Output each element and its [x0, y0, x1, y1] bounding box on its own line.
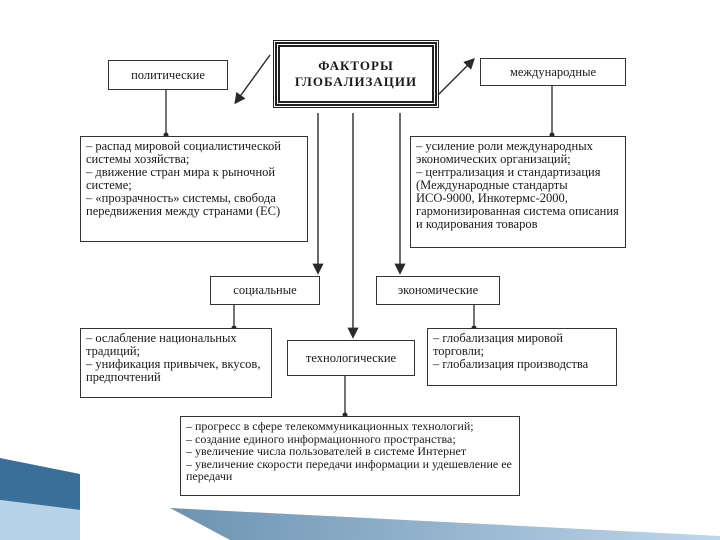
category-technological: технологические — [287, 340, 415, 376]
list-item: – централизация и стандартизация (Международные стандарты ИСО-9000, Инкотермс-2000, гармонизированная система описания и кодирования товаров — [416, 165, 619, 231]
category-political: политические — [108, 60, 228, 90]
title-line-1: ФАКТОРЫ — [318, 58, 394, 73]
details-international — [410, 136, 626, 248]
details-political — [80, 136, 308, 242]
list-item: – усиление роли международных экономических организаций; — [416, 139, 593, 166]
category-international: международные — [480, 58, 626, 86]
details-economic — [427, 328, 617, 386]
list-item: – движение стран мира к рыночной системе; — [86, 165, 276, 192]
diagram-title — [275, 42, 437, 106]
list-item: – создание единого информационного пространства; — [186, 431, 456, 446]
list-item: – ослабление национальных традиций; — [86, 331, 237, 358]
list-item: – глобализация производства — [433, 357, 589, 371]
list-item: – распад мировой социалистической системы хозяйства; — [86, 139, 281, 166]
details-social — [80, 328, 272, 398]
list-item: – «прозрачность» системы, свобода передвижения между странами (ЕС) — [86, 191, 281, 218]
category-economic: экономические — [376, 276, 500, 305]
title-line-2: ГЛОБАЛИЗАЦИИ — [294, 74, 418, 89]
list-item: – унификация привычек, вкусов, предпочтений — [86, 357, 261, 384]
list-item: – прогресс в сфере телекоммуникационных технологий; — [186, 419, 474, 433]
category-social: социальные — [210, 276, 320, 305]
arrow-to-political — [236, 55, 270, 102]
details-technological — [180, 416, 520, 496]
list-item: – увеличение скорости передачи информации и удешевление ее передачи — [186, 456, 512, 483]
list-item: – увеличение числа пользователей в системе Интернет — [186, 444, 467, 458]
arrow-to-international — [438, 60, 473, 95]
list-item: – глобализация мировой торговли; — [433, 331, 563, 358]
